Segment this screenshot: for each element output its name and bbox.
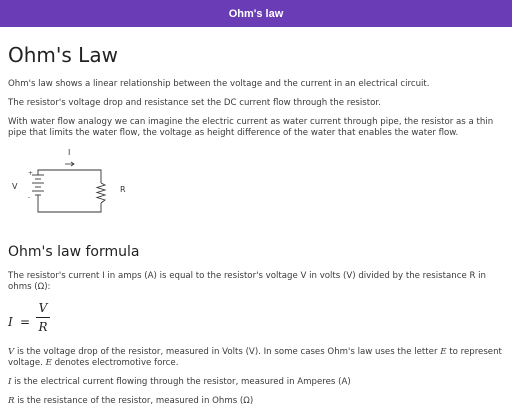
minus-sign: - [28,194,31,201]
voltage-definition [8,347,504,369]
plus-sign: + [28,170,34,177]
formula-fraction [36,301,50,334]
formula-equals: = [20,315,31,329]
resistance-definition-text: is the resistance of the resistor, measured in Ohms (Ω) [14,396,254,406]
app-title: Ohm's law [228,7,284,20]
formula-lhs: I [8,315,13,329]
voltage-definition-text-3: denotes electromotive force. [51,358,179,368]
emf-variable-2: E [45,358,52,368]
voltage-definition-text-2: to represent voltage. [8,347,502,368]
water-analogy-paragraph: With water flow analogy we can imagine the electric current as water current through pipe, the resistor as a thin pipe that limits the water flow, the voltage as height difference of the water that enables the water flow. [8,117,494,138]
resistor-label: R [120,185,126,194]
resistor-icon [97,183,105,203]
current-label: I [68,148,71,157]
circuit-diagram [8,145,504,233]
current-definition [8,377,504,388]
formula-numerator: V [38,301,48,315]
main-content [0,43,512,407]
battery-icon [32,175,44,195]
resistance-definition [8,396,504,407]
current-definition-text: is the electrical current flowing through the resistor, measured in Amperes (A) [11,377,351,387]
voltage-definition-text: is the voltage drop of the resistor, measured in Volts (V). In some cases Ohm's law uses the letter [14,347,441,357]
ohms-law-formula [8,301,504,341]
current-variable: I [8,377,12,387]
formula-heading: Ohm's law formula [8,244,140,260]
page-title: Ohm's Law [8,43,118,67]
current-arrow-icon [65,162,74,166]
formula-denominator: R [38,320,48,334]
resistance-variable: R [8,396,15,406]
fraction-bar [36,317,50,318]
voltage-variable: V [8,347,15,357]
formula-description: The resistor's current I in amps (A) is equal to the resistor's voltage V in volts (V) divided by the resistance R in ohms (Ω): [8,271,487,292]
app-bar [0,0,512,27]
intro-paragraph: Ohm's law shows a linear relationship between the voltage and the current in an electrical circuit. [8,79,430,89]
circuit-diagram-svg [8,145,148,233]
voltage-label: V [12,182,18,191]
circuit-wires [38,170,101,212]
dc-current-paragraph: The resistor's voltage drop and resistance set the DC current flow through the resistor. [8,98,381,108]
emf-variable: E [440,347,447,357]
